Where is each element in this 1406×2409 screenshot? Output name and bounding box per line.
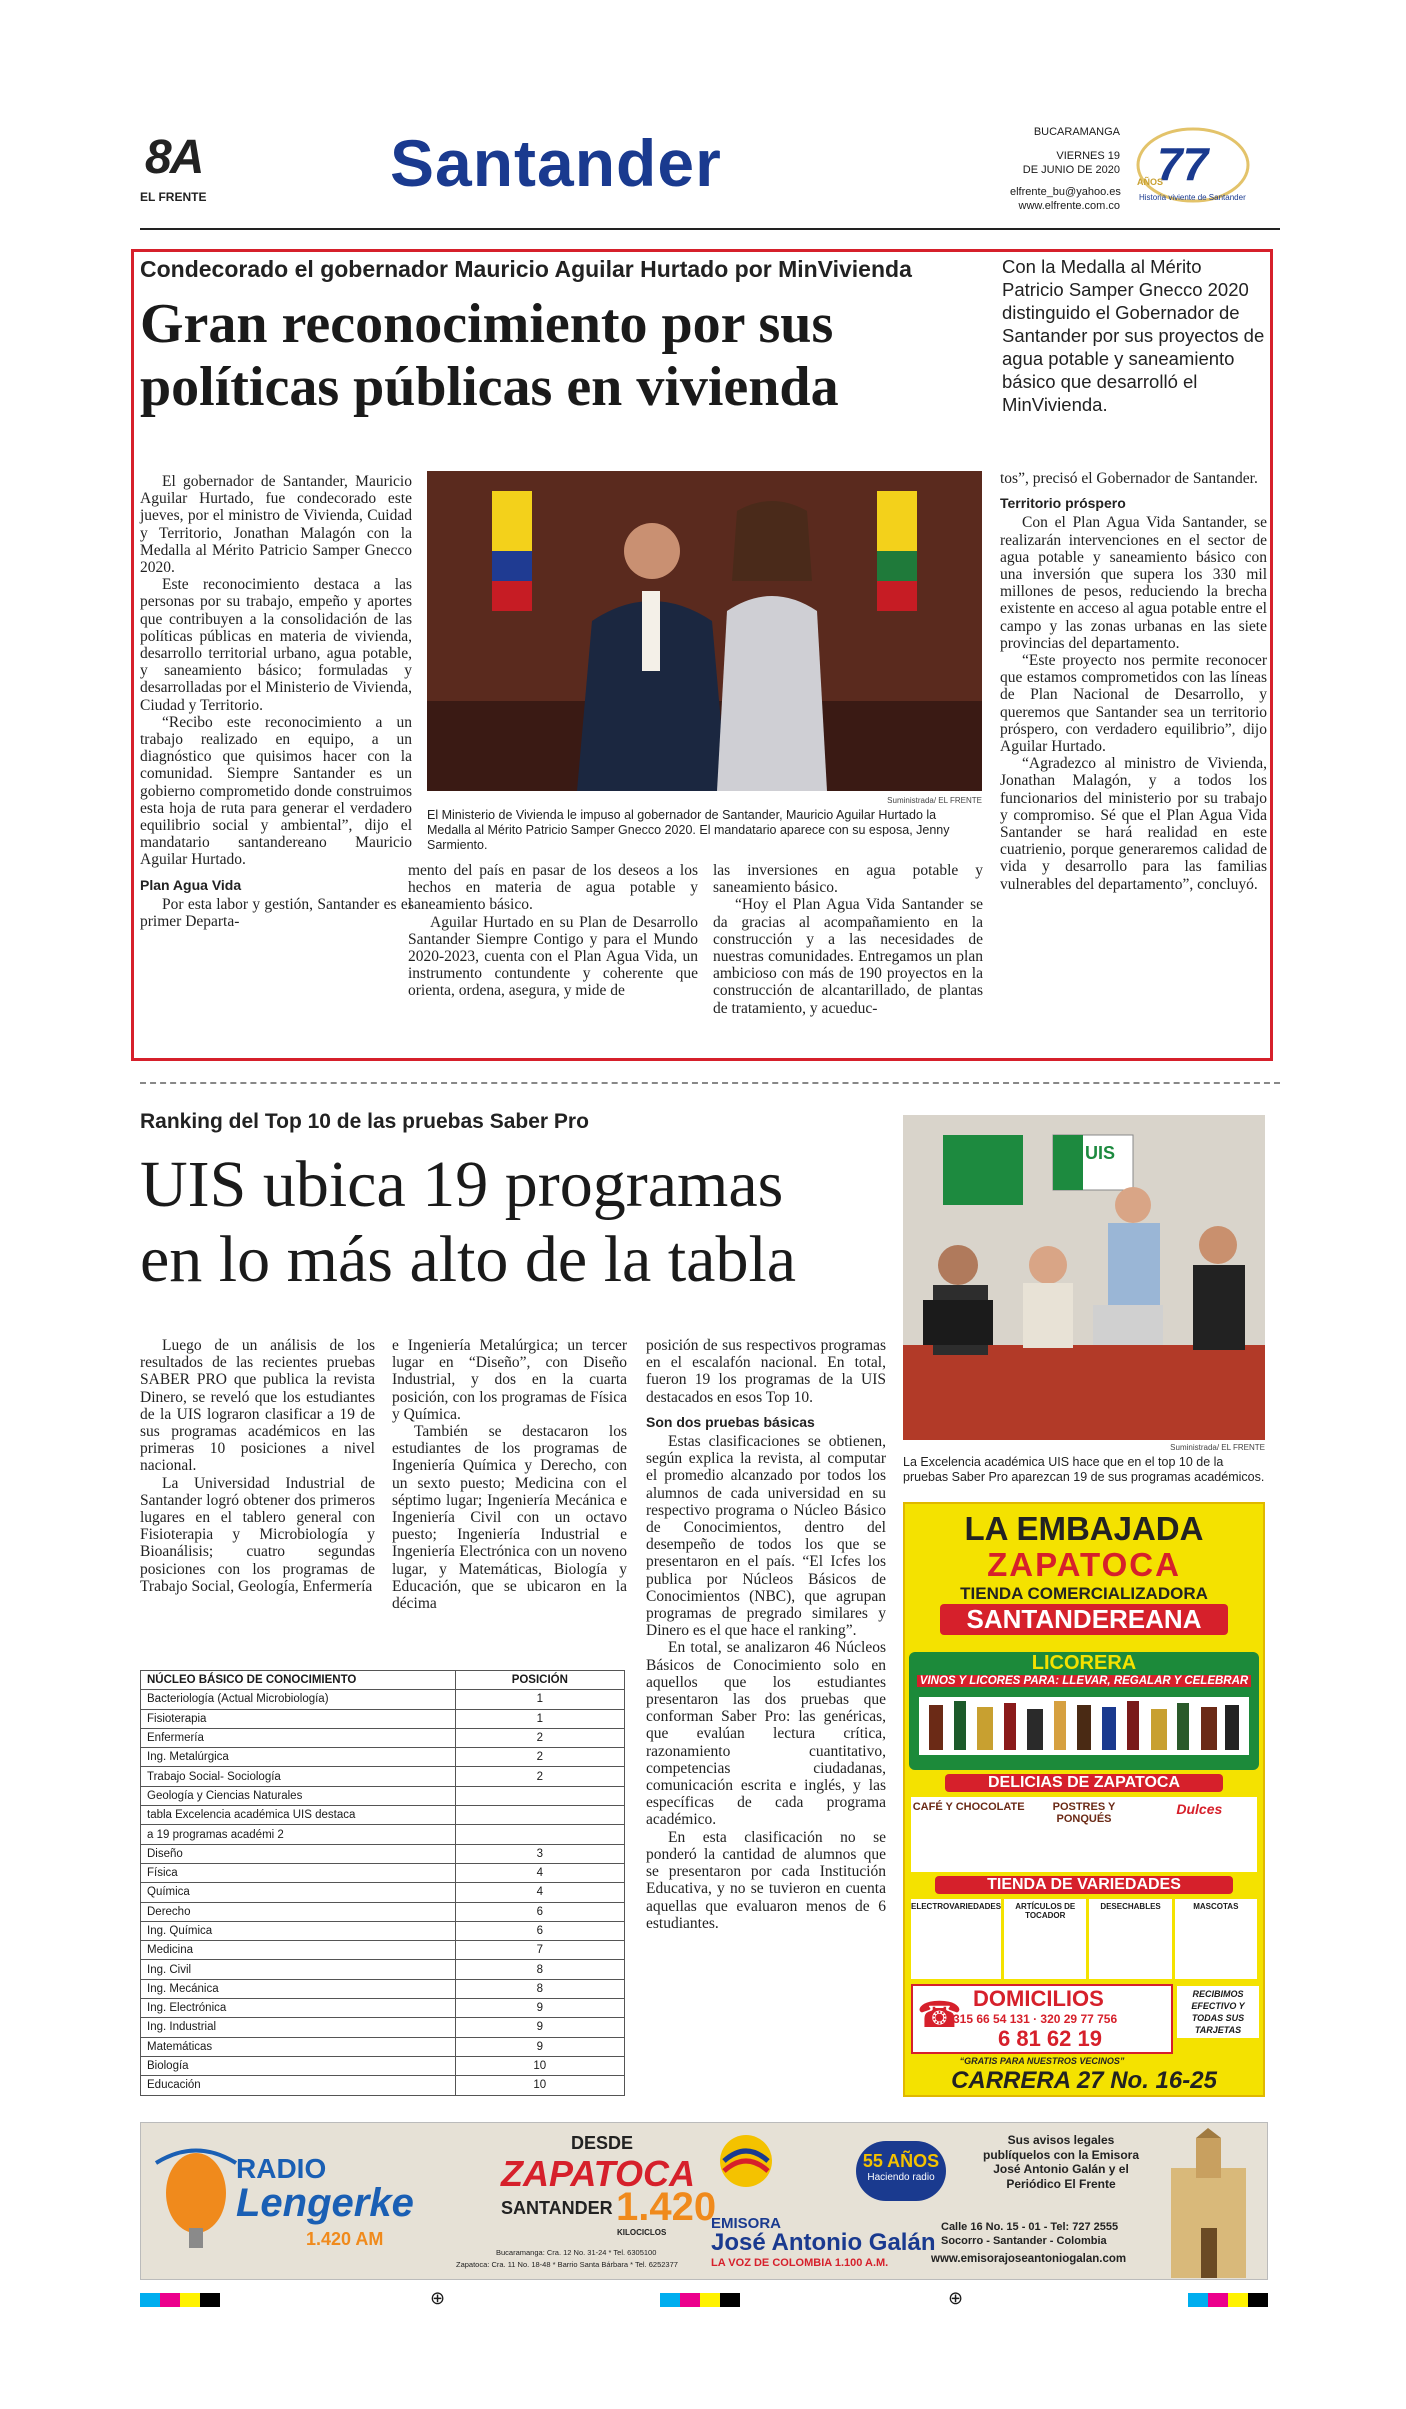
table-row	[141, 2018, 625, 2037]
article2-col3-p1: posición de sus respectivos programas en el escalafón nacional. En total, fueron 19 los programas de la UIS destacados en esos Top 10.	[646, 1337, 886, 1406]
legal-notice: Sus avisos legales publíquelos con la Emisora José Antonio Galán y el Periódico El Frente	[982, 2133, 1140, 2191]
header-nucleo: NÚCLEO BÁSICO DE CONOCIMIENTO	[141, 1671, 456, 1690]
article2-col3-subhead: Son dos pruebas básicas	[646, 1413, 815, 1430]
domicilios-box	[911, 1984, 1173, 2054]
cell-posicion: 7	[455, 1941, 624, 1960]
table-row	[141, 1690, 625, 1709]
cell-posicion: 8	[455, 1979, 624, 1998]
variedades-title: TIENDA DE VARIEDADES	[935, 1876, 1233, 1894]
cell-posicion: 10	[455, 2076, 624, 2095]
article1-col3-p1: las inversiones en agua potable y saneamiento básico.	[713, 862, 983, 897]
ad-embajada-title2: ZAPATOCA	[987, 1546, 1181, 1583]
radio-freq: 1.420 AM	[306, 2229, 384, 2249]
ranking-table-header	[141, 1671, 625, 1690]
date-month: DE JUNIO DE 2020	[1022, 164, 1120, 176]
emisora: EMISORA	[711, 2215, 782, 2232]
licorera-sub: VINOS Y LICORES PARA: LLEVAR, REGALAR Y CELEBRAR	[917, 1675, 1251, 1687]
article2-col3-p3: En total, se analizaron 46 Núcleos Básicos de Conocimiento solo en aquellos que los estudiantes presentaron las dos pruebas que conforman Saber Pro: las genéricas, que evalúan lectura crítica, razonamiento cuantitativo, competencias ciudadanas, comunicación escrita e inglés, y las específicas de cada programa académico.	[646, 1639, 886, 1829]
article1-col1	[140, 473, 412, 930]
cell-posicion	[455, 1806, 624, 1825]
cell-nucleo: Matemáticas	[141, 2037, 456, 2056]
article2-col1	[140, 1337, 375, 1595]
article1-col4-p3: “Este proyecto nos permite reconocer que estamos comprometidos con las líneas de Plan Nacional de Desarrollo, y queremos que Santander sea un territorio próspero, con verdadero equilibrio”, dijo Aguilar Hurtado.	[1000, 652, 1267, 756]
variedades-item-1: ELECTROVARIEDADES	[911, 1899, 1001, 1979]
table-row	[141, 1883, 625, 1902]
color-bar-mid1	[660, 2293, 740, 2307]
cell-nucleo: Ing. Metalúrgica	[141, 1748, 456, 1767]
color-bar-left	[140, 2293, 220, 2307]
bottles-icon	[909, 1687, 1259, 1757]
cell-posicion: 4	[455, 1863, 624, 1882]
article1-col2	[408, 862, 698, 1000]
years: 55 AÑOS	[862, 2151, 940, 2171]
table-row	[141, 1786, 625, 1805]
emisora-tag: LA VOZ DE COLOMBIA 1.100 A.M.	[711, 2257, 889, 2269]
anniversary-tagline: Historia viviente de Santander	[1139, 193, 1246, 202]
table-row	[141, 1941, 625, 1960]
article1-col1-p1: El gobernador de Santander, Mauricio Aguilar Hurtado, fue condecorado este jueves, por el ministro de Vivienda, Cuidad y Territorio, Jonathan Malagón con la Medalla al Mérito Patricio Samper Gnecco 2020.	[140, 473, 412, 577]
delicias-item-1: CAFÉ Y CHOCOLATE	[912, 1801, 1025, 1813]
table-row	[141, 1825, 625, 1844]
cell-posicion: 2	[455, 1767, 624, 1786]
date-day: VIERNES 19	[1056, 150, 1120, 162]
cell-nucleo: Diseño	[141, 1844, 456, 1863]
cell-nucleo: Ing. Química	[141, 1921, 456, 1940]
crosshair-icon-2: ⊕	[948, 2288, 964, 2308]
cell-nucleo: Trabajo Social- Sociología	[141, 1767, 456, 1786]
santander: SANTANDER	[501, 2198, 613, 2218]
article2-col2	[392, 1337, 627, 1612]
cell-nucleo: Biología	[141, 2056, 456, 2075]
cell-posicion: 6	[455, 1902, 624, 1921]
emisora-city: Socorro - Santander - Colombia	[941, 2235, 1107, 2247]
article2-caption: La Excelencia académica UIS hace que en el top 10 de la pruebas Saber Pro aparezcan 19 de sus programas académicos.	[903, 1455, 1265, 1484]
desde: DESDE	[571, 2133, 634, 2153]
article2-headline-2: en lo más alto de la tabla	[140, 1223, 797, 1296]
article1-col4-subhead: Territorio próspero	[1000, 495, 1126, 512]
domicilios-main-phone: 6 81 62 19	[998, 2026, 1102, 2051]
cell-nucleo: Derecho	[141, 1902, 456, 1921]
table-row	[141, 1709, 625, 1728]
cell-nucleo: Educación	[141, 2076, 456, 2095]
years-sub: Haciendo radio	[867, 2172, 935, 2183]
licorera-title: LICORERA	[1031, 1652, 1137, 1674]
paper-name-small: EL FRENTE	[140, 190, 207, 204]
article2-headline-1: UIS ubica 19 programas	[140, 1148, 784, 1221]
article2-col2-p2: También se destacaron los estudiantes de los programas de Ingeniería Química y Derecho, con un sexto puesto; Medicina con el séptimo lugar; Ingeniería Mecánica e Ingeniería Civil con un octavo puesto; Ingeniería Industrial e Ingeniería Electrónica con un noveno lugar, y Matemáticas, Biología y Educación, que se ubicaron en la décima	[392, 1423, 627, 1613]
masthead	[140, 125, 1280, 235]
anniversary-number: 77	[1157, 138, 1209, 190]
cell-posicion: 1	[455, 1709, 624, 1728]
cell-posicion: 8	[455, 1960, 624, 1979]
cell-posicion: 4	[455, 1883, 624, 1902]
ad-embajada-title1: LA EMBAJADA	[964, 1510, 1204, 1547]
cell-nucleo: Ing. Electrónica	[141, 1999, 456, 2018]
cell-posicion: 10	[455, 2056, 624, 2075]
header-posicion: POSICIÓN	[455, 1671, 624, 1690]
cell-posicion: 1	[455, 1690, 624, 1709]
article2-col3-p4: En esta clasificación no se ponderó la cantidad de alumnos que se presentaron por cada Institución Educativa, y no se tuvieron en cuenta aquellas que evaluaron menos de 6 estudiantes.	[646, 1828, 886, 1932]
article2-col3	[646, 1337, 886, 1932]
article1-col1-subhead: Plan Agua Vida	[140, 876, 242, 893]
table-row	[141, 1748, 625, 1767]
cell-posicion: 9	[455, 1999, 624, 2018]
table-row	[141, 1863, 625, 1882]
article2-kicker: Ranking del Top 10 de las pruebas Saber Pro	[140, 1110, 589, 1133]
cell-posicion: 9	[455, 2037, 624, 2056]
cell-nucleo: Física	[141, 1863, 456, 1882]
governor-photo-illustration	[427, 471, 982, 791]
cell-nucleo: Fisioterapia	[141, 1709, 456, 1728]
article1-col2-p2: Aguilar Hurtado en su Plan de Desarrollo Santander Siempre Contigo y para el Mundo 2020-2023, cuenta con el Plan Agua Vida, un instrumento contundente y coherente que orienta, ordena, asegura, y mide de	[408, 913, 698, 1000]
article2-photo	[903, 1115, 1265, 1440]
domicilios-phones: 315 66 54 131 · 320 29 77 756	[953, 2012, 1118, 2026]
article1-kicker: Condecorado el gobernador Mauricio Aguilar Hurtado por MinVivienda	[140, 256, 912, 282]
article2-col3-p2: Estas clasificaciones se obtienen, según explica la revista, al computar el promedio alcanzado por todos los alumnos de cada universidad en su respectivo programa o Núcleo Básico de Conocimientos, dentro del desempeño de todos los que se presentaron en el país. “El Icfes los publica por Núcleos Básicos de Conocimientos (NBC), que agrupan programas de pregrado similares y Dinero es el que hace el ranking”.	[646, 1433, 886, 1640]
article1-deck: Con la Medalla al Mérito Patricio Samper Gnecco 2020 distinguido el Gobernador de Santander por sus proyectos de agua potable y saneamiento básico que desarrolló el MinVivienda.	[1002, 256, 1265, 415]
delicias-title: DELICIAS DE ZAPATOCA	[945, 1774, 1223, 1792]
city: BUCARAMANGA	[1033, 126, 1120, 138]
cell-nucleo: Medicina	[141, 1941, 456, 1960]
article1-col3-p2: “Hoy el Plan Agua Vida Santander se da gracias al acompañamiento en la construcción y a las necesidades de nuestras comunidades. Entregamos un plan ambicioso con más de 190 proyectos en la construcción de alcantarillado, de plantas de tratamiento, y acueduc-	[713, 896, 983, 1017]
table-row	[141, 1921, 625, 1940]
article1-col4-p1: tos”, precisó el Gobernador de Santander.	[1000, 470, 1258, 487]
cell-posicion: 9	[455, 2018, 624, 2037]
article1-photo-credit: Suministrada/ EL FRENTE	[887, 796, 982, 805]
delicias-row	[911, 1797, 1257, 1872]
table-row	[141, 1999, 625, 2018]
header-rule	[140, 228, 1280, 230]
khz-unit: KILOCICLOS	[617, 2228, 667, 2237]
cell-nucleo: Química	[141, 1883, 456, 1902]
cell-nucleo: a 19 programas académi 2	[141, 1825, 456, 1844]
ad-embajada-address: CARRERA 27 No. 16-25	[951, 2067, 1217, 2094]
article1-col4-p4: “Agradezco al ministro de Vivienda, Jonathan Malagón, y a todos los funcionarios del ministerio por su trabajo y compromiso. Sé que el Plan Agua Vida Santander se hará realidad en este cuatrienio, porque generaremos calidad de vida y desarrollo para las familias vulnerables del departamento”, concluyó.	[1000, 755, 1267, 893]
uis-students-photo-illustration	[903, 1115, 1265, 1440]
nueva-direccion	[965, 2049, 974, 2050]
ad-embajada	[903, 1502, 1265, 2097]
emisora-logo-icon	[716, 2131, 776, 2191]
ranking-table	[140, 1670, 625, 2096]
article1-col2-p1: mento del país en pasar de los deseos a los hechos en materia de agua potable y saneamiento básico.	[408, 862, 698, 914]
table-row	[141, 2076, 625, 2095]
article1-col4	[1000, 470, 1267, 893]
cell-nucleo: Ing. Industrial	[141, 2018, 456, 2037]
cell-nucleo: tabla Excelencia académica UIS destaca	[141, 1806, 456, 1825]
zapatoca: ZAPATOCA	[501, 2153, 695, 2194]
delicias-item-2: POSTRES Y PONQUÉS	[1052, 1801, 1116, 1825]
section-divider	[140, 1082, 1280, 1084]
zapatoca-line: Zapatoca: Cra. 11 No. 18-48 * Barrio Santa Bárbara * Tel. 6252377	[456, 2260, 678, 2269]
licorera-band	[909, 1652, 1259, 1770]
ad-embajada-title3: SANTANDEREANA	[940, 1604, 1228, 1635]
ad-embajada-subtitle: TIENDA COMERCIALIZADORA	[960, 1584, 1208, 1603]
uis-sign: UIS	[1085, 1143, 1116, 1163]
emisora-address: Calle 16 No. 15 - 01 - Tel: 727 2555	[941, 2221, 1119, 2233]
cell-posicion: 3	[455, 1844, 624, 1863]
article1-caption: El Ministerio de Vivienda le impuso al gobernador de Santander, Mauricio Aguilar Hurtado la Medalla al Mérito Patricio Samper Gnecco 2020. El mandatario aparece con su esposa, Jenny Sarmiento.	[427, 808, 950, 852]
anniversary-logo	[1135, 125, 1250, 210]
crosshair-icon-1: ⊕	[430, 2288, 446, 2308]
article2-photo-credit: Suministrada/ EL FRENTE	[1170, 1443, 1265, 1452]
article2-col1-p2: La Universidad Industrial de Santander logró obtener dos primeros lugares en el tablero general con Fisioterapia y Microbiología y Bioanálisis; cuatro segundas posiciones con los programas de Trabajo Social, Geología, Enfermería	[140, 1474, 375, 1595]
table-row	[141, 1979, 625, 1998]
ranking-table-wrap	[140, 1670, 625, 2096]
variedades-item-4: MASCOTAS	[1175, 1899, 1257, 1979]
variedades-row	[911, 1899, 1257, 1979]
article1-col1-p4: Por esta labor y gestión, Santander es el primer Departa-	[140, 895, 412, 931]
khz: 1.420	[616, 2185, 717, 2229]
cell-posicion: 6	[455, 1921, 624, 1940]
table-row	[141, 1806, 625, 1825]
table-row	[141, 1767, 625, 1786]
table-row	[141, 1728, 625, 1747]
city-date	[1010, 125, 1120, 213]
table-row	[141, 2037, 625, 2056]
article2-col1-p1: Luego de un análisis de los resultados de las recientes pruebas SABER PRO que publica la revista Dinero, se reveló que los estudiantes de la UIS lograron clasificar a 19 de sus programas académicos en las primeras 10 posiciones a nivel nacional.	[140, 1337, 375, 1475]
radio-name1: RADIO	[236, 2153, 327, 2184]
article1-col3	[713, 862, 983, 1017]
anniversary-word: AÑOS	[1137, 177, 1164, 187]
variedades-item-3: DESECHABLES	[1089, 1899, 1171, 1979]
emisora-name: José Antonio Galán	[711, 2229, 936, 2256]
article1-col1-p3: “Recibo este reconocimiento a un trabajo realizado en equipo, a un diagnóstico que quisimos hacer con la comunidad. Siempre Santander es un gobierno comprometido donde construimos esta hoja de ruta para generar el verdadero equilibrio social y ambiental”, dijo el mandatario santandereano Mauricio Aguilar Hurtado.	[140, 713, 412, 869]
table-row	[141, 2056, 625, 2075]
article2-col2-p1: e Ingeniería Metalúrgica; un tercer lugar en “Diseño”, con Diseño Industrial, y dos en la cuarta posición, con los programas de Física y Química.	[392, 1337, 627, 1423]
table-row	[141, 1902, 625, 1921]
microphone-icon	[151, 2143, 241, 2253]
cell-nucleo: Enfermería	[141, 1728, 456, 1747]
email: elfrente_bu@yahoo.es	[1010, 186, 1121, 198]
article1-col1-p2: Este reconocimiento destaca a las personas por su trabajo, empeño y aportes que contribuyen a la consolidación de las políticas públicas en materia de vivienda, desarrollo territorial urbano, agua potable, y saneamiento básico; formuladas y desarrolladas por el Ministerio de Vivienda, Ciudad y Territorio.	[140, 576, 412, 714]
registration-marks	[140, 2290, 1268, 2310]
cell-posicion	[455, 1786, 624, 1805]
delicias-item-3: Dulces	[1176, 1801, 1223, 1817]
section-title: Santander	[390, 126, 722, 200]
color-bar-right	[1188, 2293, 1268, 2307]
cell-nucleo: Ing. Mecánica	[141, 1979, 456, 1998]
emisora-web: www.emisorajoseantoniogalan.com	[931, 2253, 1127, 2265]
gratis: “GRATIS PARA NUESTROS VECINOS”	[959, 2056, 1125, 2066]
radio-name2: Lengerke	[236, 2181, 414, 2225]
ad-radio-strip	[140, 2122, 1268, 2280]
recibimos: RECIBIMOS EFECTIVO Y TODAS SUS TARJETAS	[1177, 1986, 1259, 2038]
article1-col4-p2: Con el Plan Agua Vida Santander, se realizarán intervenciones en el sector de agua potable y saneamiento básico con una inversión que supera los 330 mil millones de pesos, reduciendo la brecha existente en acceso al agua potable entre el campo y las zonas urbanas en las siete provincias del departamento.	[1000, 514, 1267, 652]
domicilios-title: DOMICILIOS	[973, 1986, 1104, 2011]
cell-posicion: 2	[455, 1748, 624, 1767]
cell-nucleo: Ing. Civil	[141, 1960, 456, 1979]
variedades-item-2: ARTÍCULOS DE TOCADOR	[1004, 1899, 1086, 1979]
website: www.elfrente.com.co	[1018, 200, 1120, 212]
article1-headline: Gran reconocimiento por sus políticas públicas en vivienda	[140, 293, 839, 418]
bucaramanga-line: Bucaramanga: Cra. 12 No. 31-24 * Tel. 6305100	[496, 2248, 657, 2257]
cell-posicion: 2	[455, 1728, 624, 1747]
table-row	[141, 1844, 625, 1863]
article1-photo	[427, 471, 982, 791]
church-icon	[1151, 2128, 1266, 2278]
table-row	[141, 1960, 625, 1979]
page-number: 8A	[145, 131, 203, 184]
cell-nucleo: Bacteriología (Actual Microbiología)	[141, 1690, 456, 1709]
cell-posicion	[455, 1825, 624, 1844]
phone-icon: ☎	[917, 1995, 962, 2035]
cell-nucleo: Geología y Ciencias Naturales	[141, 1786, 456, 1805]
years-badge	[856, 2141, 946, 2201]
